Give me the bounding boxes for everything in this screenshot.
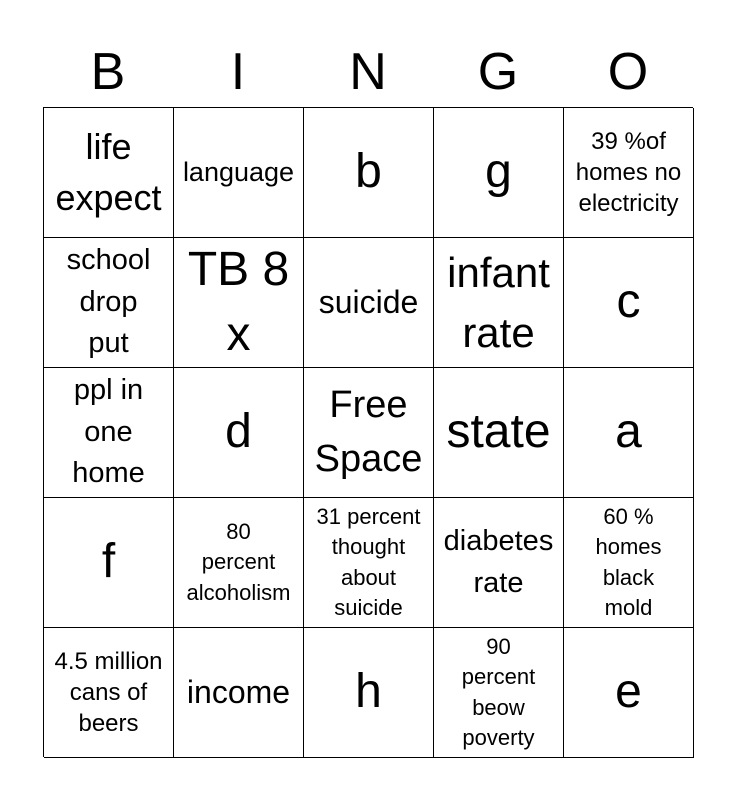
bingo-cell[interactable]: 90 percent beow poverty <box>434 628 564 758</box>
bingo-cell[interactable]: TB 8 x <box>174 238 304 368</box>
bingo-cell[interactable]: income <box>174 628 304 758</box>
bingo-cell[interactable]: d <box>174 368 304 498</box>
header-letter-b: B <box>90 43 126 101</box>
bingo-cell[interactable]: ppl in one home <box>44 368 174 498</box>
bingo-cell[interactable]: a <box>564 368 694 498</box>
bingo-cell[interactable]: 4.5 million cans of beers <box>44 628 174 758</box>
bingo-cell[interactable]: language <box>174 108 304 238</box>
bingo-header <box>43 40 693 104</box>
header-letter-n: N <box>349 43 387 101</box>
bingo-cell[interactable]: c <box>564 238 694 368</box>
bingo-cell[interactable]: e <box>564 628 694 758</box>
bingo-cell[interactable]: 39 %of homes no electricity <box>564 108 694 238</box>
header-letter-o: O <box>607 43 649 101</box>
bingo-cell[interactable]: g <box>434 108 564 238</box>
bingo-cell[interactable]: suicide <box>304 238 434 368</box>
bingo-cell[interactable]: state <box>434 368 564 498</box>
bingo-cell[interactable]: h <box>304 628 434 758</box>
bingo-cell[interactable]: 60 % homes black mold <box>564 498 694 628</box>
bingo-cell[interactable]: 80 percent alcoholism <box>174 498 304 628</box>
header-letter-g: G <box>477 43 519 101</box>
bingo-cell[interactable]: 31 percent thought about suicide <box>304 498 434 628</box>
bingo-cell[interactable]: b <box>304 108 434 238</box>
bingo-cell[interactable]: diabetes rate <box>434 498 564 628</box>
bingo-cell[interactable]: f <box>44 498 174 628</box>
bingo-cell[interactable]: school drop put <box>44 238 174 368</box>
bingo-grid <box>43 107 693 757</box>
header-letter-i: I <box>230 43 246 101</box>
bingo-cell[interactable]: infant rate <box>434 238 564 368</box>
free-space-cell[interactable]: Free Space <box>304 368 434 498</box>
bingo-cell[interactable]: life expect <box>44 108 174 238</box>
